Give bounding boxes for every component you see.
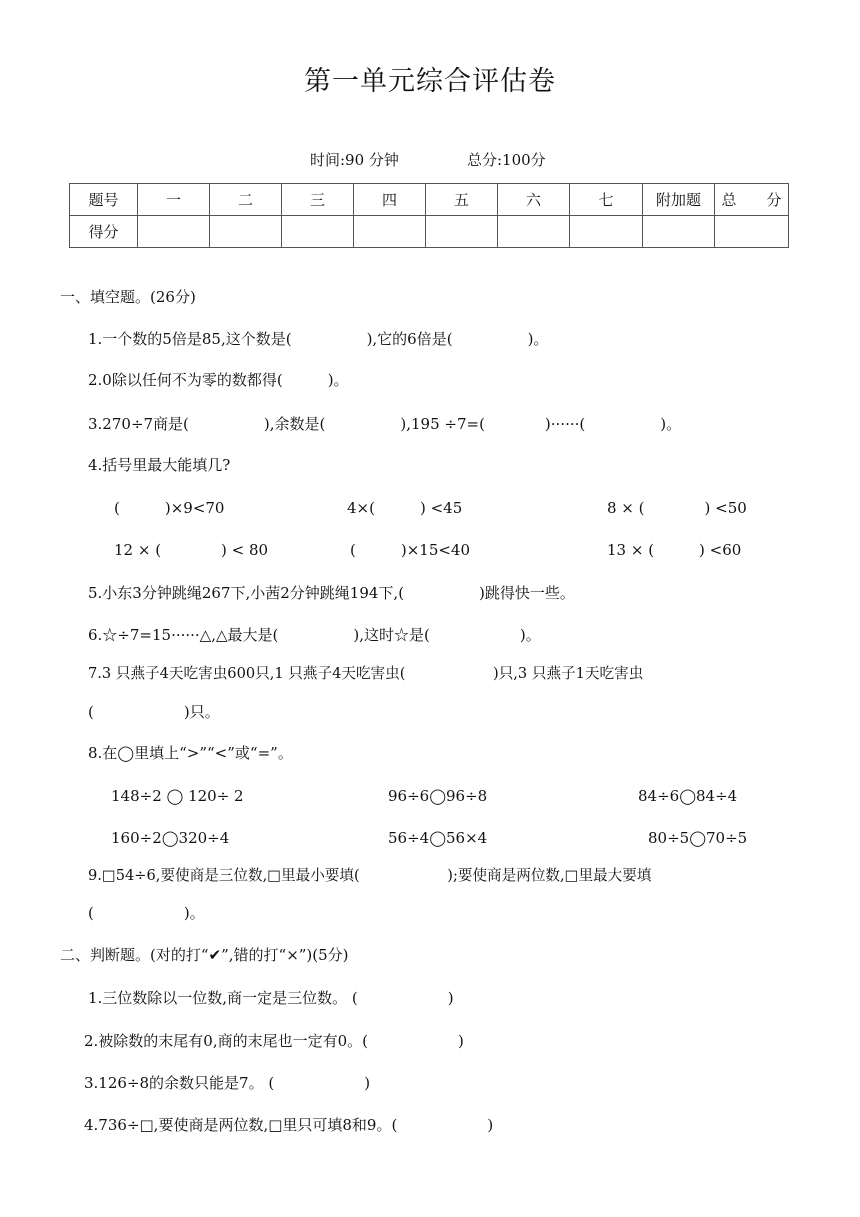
s1-question-2: 2.0除以任何不为零的数都得( )。	[88, 371, 349, 389]
score-table-header-row	[70, 184, 789, 216]
s1-question-5: 5.小东3分钟跳绳267下,小茜2分钟跳绳194下,( )跳得快一些。	[88, 584, 575, 602]
header-cell: 七	[570, 184, 643, 216]
q8-item: 96÷6◯96÷8	[388, 787, 488, 805]
s1-question-1: 1.一个数的5倍是85,这个数是( ),它的6倍是( )。	[88, 330, 549, 348]
score-table	[69, 183, 789, 248]
page-title: 第一单元综合评估卷	[304, 66, 556, 97]
score-cell[interactable]	[643, 216, 715, 248]
header-cell: 三	[282, 184, 354, 216]
header-cell: 四	[354, 184, 426, 216]
score-cell[interactable]	[138, 216, 210, 248]
q8-item: 56÷4◯56×4	[388, 829, 488, 847]
section2-heading: 二、判断题。(对的打“✔”,错的打“×”)(5分)	[60, 946, 349, 964]
s2-question-4: 4.736÷□,要使商是两位数,□里只可填8和9。( )	[84, 1116, 494, 1134]
score-cell[interactable]	[715, 216, 789, 248]
s2-question-2: 2.被除数的末尾有0,商的末尾也一定有0。( )	[84, 1032, 464, 1050]
header-cell: 附加题	[643, 184, 715, 216]
s1-question-9-line2: ( )。	[88, 904, 205, 922]
header-cell: 六	[498, 184, 570, 216]
q4-item: ( )×9<70	[114, 499, 225, 517]
q8-item: 160÷2◯320÷4	[111, 829, 230, 847]
score-cell[interactable]	[282, 216, 354, 248]
time-limit: 时间:90 分钟	[310, 151, 399, 169]
q4-item: 13 × ( ) <60	[607, 541, 742, 559]
q4-item: 4×( ) <45	[347, 499, 463, 517]
q4-item: 12 × ( ) < 80	[114, 541, 269, 559]
s1-question-7-line1: 7.3 只燕子4天吃害虫600只,1 只燕子4天吃害虫( )只,3 只燕子1天吃害虫	[88, 665, 644, 682]
total-score: 总分:100分	[467, 151, 546, 169]
s1-question-7-line2: ( )只。	[88, 703, 220, 721]
s1-question-3: 3.270÷7商是( ),余数是( ),195 ÷7=( )······( )。	[88, 415, 682, 433]
header-cell: 二	[210, 184, 282, 216]
header-cell: 题号	[70, 184, 138, 216]
header-cell: 总 分	[715, 184, 789, 216]
s1-question-9-line1: 9.□54÷6,要使商是三位数,□里最小要填( );要使商是两位数,□里最大要填	[88, 867, 652, 884]
q8-item: 148÷2 ◯ 120÷ 2	[111, 787, 244, 805]
s1-question-6: 6.☆÷7=15······△,△最大是( ),这时☆是( )。	[88, 626, 541, 644]
score-row-label: 得分	[70, 216, 138, 248]
score-cell[interactable]	[354, 216, 426, 248]
header-cell: 五	[426, 184, 498, 216]
section1-heading: 一、填空题。(26分)	[60, 288, 196, 306]
q4-item: ( )×15<40	[350, 541, 471, 559]
header-cell: 一	[138, 184, 210, 216]
s2-question-3: 3.126÷8的余数只能是7。 ( )	[84, 1074, 371, 1092]
score-cell[interactable]	[210, 216, 282, 248]
q4-item: 8 × ( ) <50	[607, 499, 747, 517]
s1-question-8: 8.在◯里填上“>”“<”或“=”。	[88, 744, 293, 762]
score-cell[interactable]	[570, 216, 643, 248]
score-cell[interactable]	[498, 216, 570, 248]
q8-item: 80÷5◯70÷5	[648, 829, 748, 847]
q8-item: 84÷6◯84÷4	[638, 787, 738, 805]
s2-question-1: 1.三位数除以一位数,商一定是三位数。 ( )	[88, 989, 454, 1007]
s1-question-4: 4.括号里最大能填几?	[88, 456, 231, 474]
score-cell[interactable]	[426, 216, 498, 248]
score-table-score-row	[70, 216, 789, 248]
